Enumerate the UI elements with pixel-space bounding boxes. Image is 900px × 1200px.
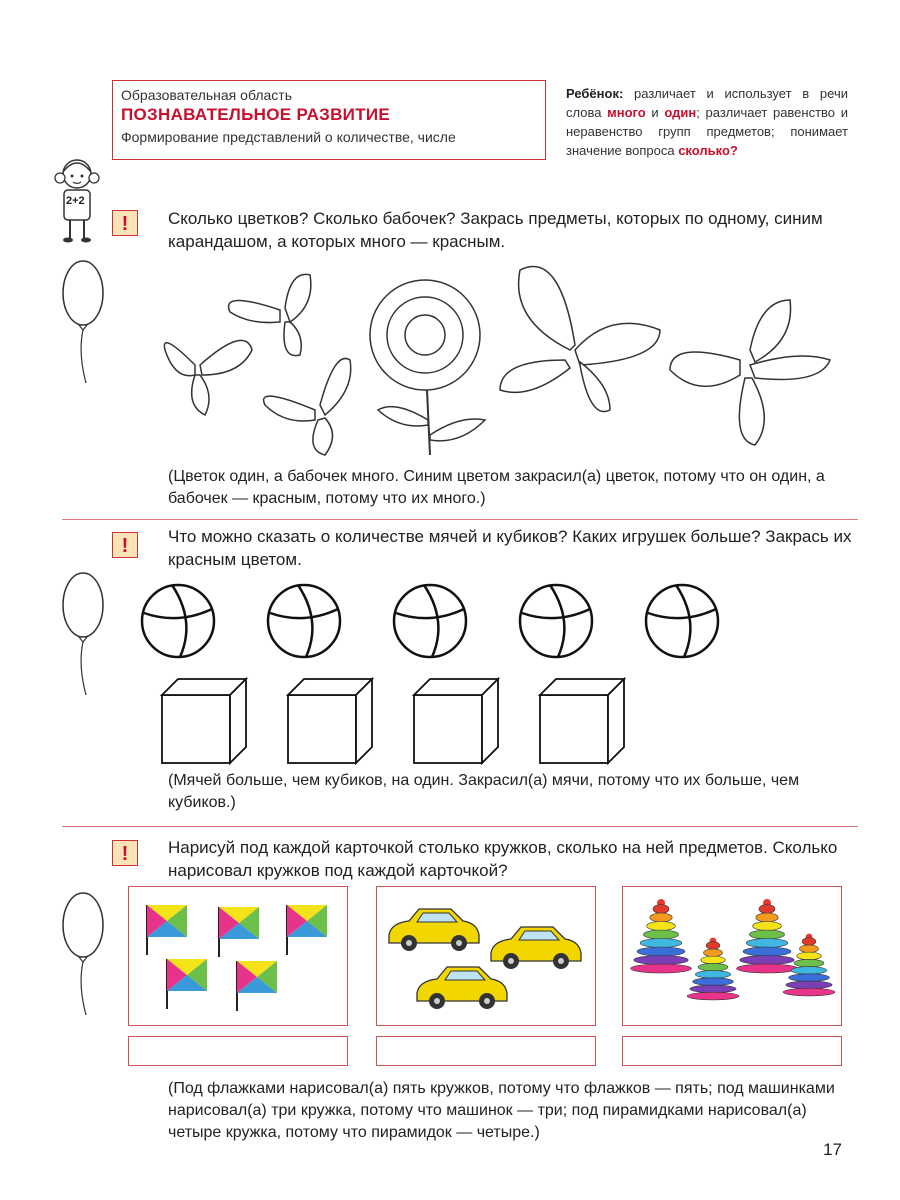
note-word-howmany: сколько? [678, 143, 738, 158]
attention-mark: ! [112, 532, 138, 558]
butterfly-icon [164, 340, 252, 415]
pyramid-toy-icon [737, 899, 798, 973]
balloon-icon [58, 258, 108, 388]
pyramids-card [622, 886, 842, 1026]
pyramid-toy-icon [631, 899, 692, 973]
car-icon [491, 927, 581, 969]
flag-icon [167, 959, 207, 1009]
note-word-one: один [664, 105, 697, 120]
area-label: Образовательная область [121, 87, 292, 103]
attention-mark: ! [112, 210, 138, 236]
flags-card [128, 886, 348, 1026]
ball-icon [520, 585, 592, 657]
section-header [112, 80, 546, 160]
note-text-1: различает и использует в речи слова [566, 86, 848, 120]
ball-icon [394, 585, 466, 657]
flower-icon [370, 280, 485, 455]
task3-answer: (Под флажками нарисовал(а) пять кружков, потому что флажков — пять; под машинками нарисовал(а) три кружка, потому что машинок — три; под пирамидками нарисовал(а) четыре кружка, потому что пирамидок — четыре.) [168, 1080, 835, 1141]
cars-answer-box[interactable] [376, 1036, 596, 1066]
butterflies-and-flower-illustration [140, 250, 840, 460]
butterfly-icon [670, 300, 830, 445]
ball-icon [268, 585, 340, 657]
cube-icon [162, 679, 246, 763]
note-text-2: ; различает равенство и неравенство групп предметов; понимает значение вопроса [566, 105, 848, 158]
area-subtitle: Формирование представлений о количестве, числе [121, 129, 456, 145]
flag-icon [219, 907, 259, 957]
task2-text: Что можно сказать о количестве мячей и кубиков? Каких игрушек больше? Закрась их красным цветом. [168, 527, 852, 569]
balls-and-cubes-illustration [140, 575, 840, 765]
ball-icon [646, 585, 718, 657]
cars-illustration [377, 887, 594, 1024]
cube-icon [414, 679, 498, 763]
note-and: и [645, 105, 665, 120]
divider [62, 826, 858, 827]
page-number: 17 [823, 1140, 842, 1159]
pyramid-toy-icon [783, 934, 835, 996]
flags-illustration [129, 887, 346, 1024]
note-word-many: много [607, 105, 646, 120]
divider [62, 519, 858, 520]
area-title: ПОЗНАВАТЕЛЬНОЕ РАЗВИТИЕ [121, 105, 391, 124]
butterfly-icon [264, 358, 351, 455]
task1-answer: (Цветок один, а бабочек много. Синим цветом закрасил(а) цветок, потому что он один, а бабочек — красным, потому что их много.) [168, 468, 825, 507]
task2-answer: (Мячей больше, чем кубиков, на один. Закрасил(а) мячи, потому что их больше, чем кубиков.) [168, 772, 800, 811]
flag-icon [147, 905, 187, 955]
pyramids-answer-box[interactable] [622, 1036, 842, 1066]
mascot-badge: 2+2 [66, 195, 85, 207]
cars-card [376, 886, 596, 1026]
cube-icon [288, 679, 372, 763]
pyramids-illustration [623, 887, 840, 1024]
balloon-icon [58, 570, 108, 700]
pyramid-toy-icon [687, 938, 739, 1000]
flag-icon [237, 961, 277, 1011]
flag-icon [287, 905, 327, 955]
task3-text: Нарисуй под каждой карточкой столько кружков, сколько на ней предметов. Сколько нарисовал кружков под каждой карточкой? [168, 838, 838, 880]
attention-mark: ! [112, 840, 138, 866]
car-icon [389, 909, 479, 951]
learning-outcome-note [566, 84, 848, 160]
butterfly-icon [500, 267, 660, 412]
note-lead: Ребёнок: [566, 86, 624, 101]
car-icon [417, 967, 507, 1009]
task1-text: Сколько цветков? Сколько бабочек? Закрась предметы, которых по одному, синим карандашом, а которых много — красным. [168, 209, 823, 251]
flags-answer-box[interactable] [128, 1036, 348, 1066]
ball-icon [142, 585, 214, 657]
cube-icon [540, 679, 624, 763]
balloon-icon [58, 890, 108, 1020]
